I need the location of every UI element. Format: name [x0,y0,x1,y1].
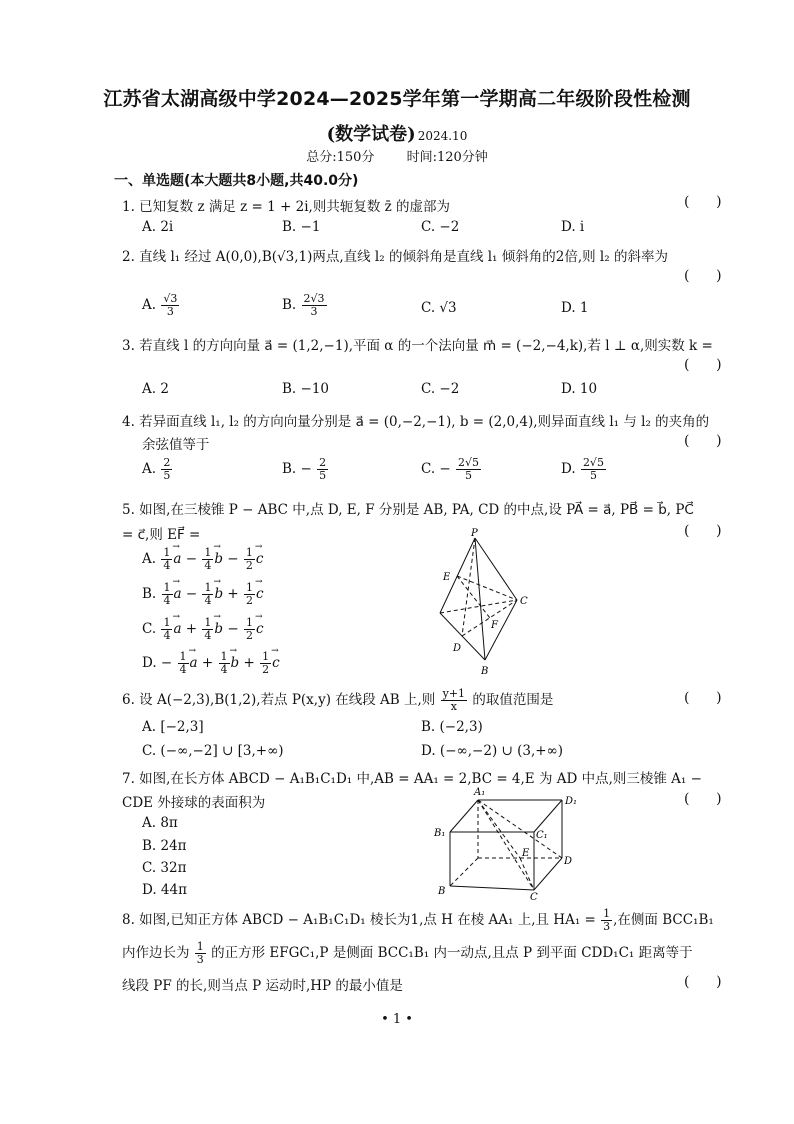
section-heading: 一、单选题(本大题共8小题,共40.0分) [114,173,359,189]
exam-date: 2024.10 [417,129,468,143]
q8-line1: 8. 如图,已知正方体 ABCD − A₁B₁C₁D₁ 棱长为1,点 H 在棱 AA₁ 上,且 HA₁ = $\frac{1}{3}$ ,在侧面 BCC₁B₁ [122,907,714,933]
q3-stem: 3. 若直线 l 的方向向量 a⃗ = (1,2,−1),平面 α 的一个法向量 m⃗ = (−2,−4,k),若 l ⊥ α,则实数 k = [122,338,713,354]
edge-PC [475,538,517,600]
total-score: 总分:150分 [306,150,375,165]
q2-option-c: C. √3 [421,300,457,316]
q6-option-a: A. [−2,3] [142,719,204,735]
q3-answer-paren: ( ) [684,357,722,373]
exam-time: 时间:120分钟 [406,150,488,165]
q2-b-fraction: $\frac{2√3}{3}$ [303,292,325,318]
q4-stem-line1: 4. 若异面直线 l₁, l₂ 的方向向量分别是 a⃗ = (0,−2,−1), b = (2,0,4),则异面直线 l₁ 与 l₂ 的夹角的 [122,414,710,430]
q3-option-d: D. 10 [561,381,598,397]
q4-option-b: B. − $\frac{2}{5}$ [282,456,327,482]
q4-option-d: D. $\frac{2√5}{5}$ [561,456,604,482]
exam-subtitle [0,120,794,146]
q3-option-a: A. 2 [142,381,169,397]
q7-answer-paren: ( ) [684,791,722,807]
label-E: E [443,572,451,583]
label-F: F [491,620,498,631]
q2-answer-paren: ( ) [684,268,722,284]
q7-option-c: C. 32π [142,860,187,876]
edge-BC [485,600,517,660]
q3-option-b: B. −10 [282,381,329,397]
q5-tetrahedron-figure [425,528,535,683]
label-E: E [522,848,530,859]
q6-option-d: D. (−∞,−2) ∪ (3,+∞) [421,743,564,759]
exam-title: 江苏省太湖高级中学2024—2025学年第一学期高二年级阶段性检测 [103,88,691,110]
label-A1: A₁ [474,787,486,798]
q5-stem-line1: 5. 如图,在三棱锥 P − ABC 中,点 D, E, F 分别是 AB, PA, CD 的中点,设 PA⃗ = a⃗, PB⃗ = b⃗, PC⃗ [122,502,694,518]
q2-option-b: B. $\frac{2√3}{3}$ [282,292,325,318]
label-D1: D₁ [565,796,578,807]
q5-option-c: C. $\frac{1}{4}$ → a + $\frac{1}{4}$ → b − $\frac{1}{2}$ → c [142,617,264,642]
q5-option-b: B. $\frac{1}{4}$ → a − $\frac{1}{4}$ → b + $\frac{1}{2}$ → c [142,582,264,607]
q5-option-d: D. − $\frac{1}{4}$ → a + $\frac{1}{4}$ → b + $\frac{1}{2}$ → c [142,651,280,676]
q1-option-b: B. −1 [282,219,321,235]
label-B: B [481,666,489,677]
edge-PB [475,538,485,660]
q7-option-d: D. 44π [142,882,187,898]
q2-option-d: D. 1 [561,300,589,316]
q1-option-d: D. i [561,219,585,235]
label-P: P [471,528,478,539]
q6-option-b: B. (−2,3) [421,719,483,735]
label-B: B [438,886,446,897]
subject-label: (数学试卷) [326,124,416,145]
q1-answer-paren: ( ) [684,194,722,210]
q7-cuboid-figure [430,782,580,900]
q5-answer-paren: ( ) [684,523,722,539]
page-number: • 1 • [381,1012,413,1027]
q6-stem: 6. 设 A(−2,3),B(1,2),若点 P(x,y) 在线段 AB 上,则 $\frac{y+1}{x}$ 的取值范围是 [122,687,554,713]
q1-option-a: A. 2i [142,219,174,235]
q5-stem-line2: = c⃗,则 EF⃗ = [122,527,201,543]
q2-stem: 2. 直线 l₁ 经过 A(0,0),B(√3,1)两点,直线 l₂ 的倾斜角是直线 l₁ 倾斜角的2倍,则 l₂ 的斜率为 [122,249,668,265]
q7-stem-line2: CDE 外接球的表面积为 [122,795,266,811]
edge-AB [440,613,485,660]
q2-a-fraction: $\frac{√3}{3}$ [163,292,178,318]
segment-DC [462,600,517,636]
label-B1: B₁ [434,828,446,839]
q1-stem: 1. 已知复数 z 满足 z = 1 + 2i,则共轭复数 z̄ 的虚部为 [122,199,451,215]
q7-option-b: B. 24π [142,838,187,854]
label-C1: C₁ [536,830,548,841]
edge-AC [440,600,517,613]
q6-fraction: $\frac{y+1}{x}$ [442,687,466,713]
label-C: C [520,596,528,607]
q8-line2: 内作边长为 $\frac{1}{3}$ 的正方形 EFGC₁,P 是侧面 BCC₁B₁ 内一动点,且点 P 到平面 CDD₁C₁ 距离等于 [122,940,693,966]
q4-stem-line2: 余弦值等于 [142,437,210,453]
q7-option-a: A. 8π [142,815,178,831]
label-D: D [453,643,462,654]
q7-stem-line1: 7. 如图,在长方体 ABCD − A₁B₁C₁D₁ 中,AB = AA₁ = 2,BC = 4,E 为 AD 中点,则三棱锥 A₁ − [122,771,702,787]
q8-answer-paren: ( ) [684,974,722,990]
q8-line3: 线段 PF 的长,则当点 P 运动时,HP 的最小值是 [122,978,403,994]
q4-option-a: A. $\frac{2}{5}$ [142,456,171,482]
q3-option-c: C. −2 [421,381,460,397]
label-C: C [530,892,538,900]
q5-option-a: A. $\frac{1}{4}$ → a − $\frac{1}{4}$ → b − $\frac{1}{2}$ → c [142,547,263,572]
q2-option-a: A. $\frac{√3}{3}$ [142,292,178,318]
q6-option-c: C. (−∞,−2] ∪ [3,+∞) [142,743,284,759]
q1-option-c: C. −2 [421,219,460,235]
q4-answer-paren: ( ) [684,433,722,449]
exam-meta [0,146,794,165]
q6-answer-paren: ( ) [684,690,722,706]
label-D: D [564,856,573,867]
q4-option-c: C. − $\frac{2√5}{5}$ [421,456,480,482]
